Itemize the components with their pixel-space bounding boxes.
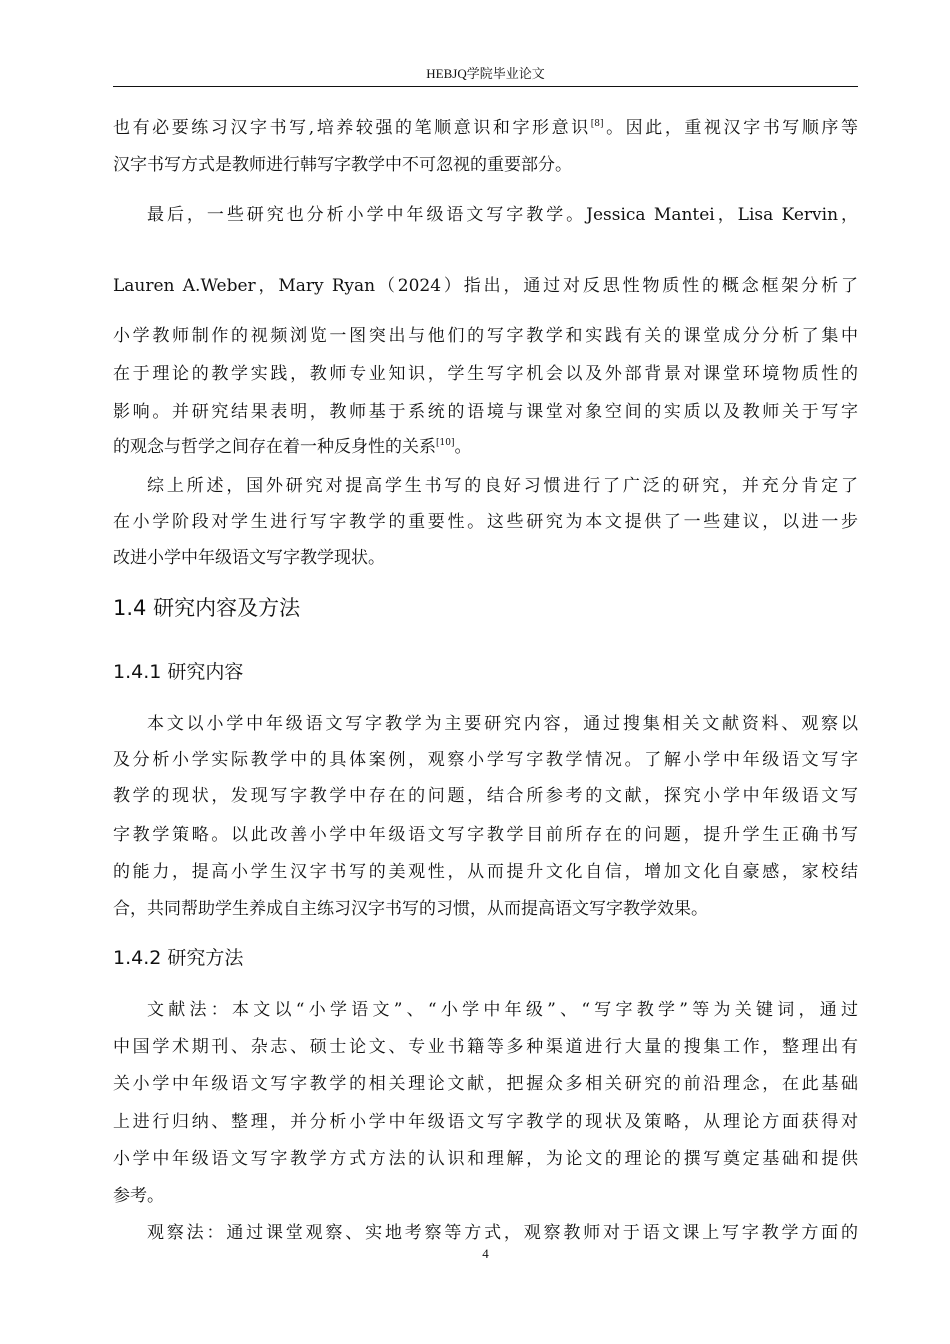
page-number: 4	[482, 1246, 489, 1261]
paragraph-line: 的观念与哲学之间存在着一种反身性的关系[10]。	[113, 437, 472, 457]
citation-ref: [8]	[590, 119, 604, 129]
header-rule	[113, 86, 858, 87]
paragraph-line: 上进行归纳、整理，并分析小学中年级语文写字教学的现状及策略，从理论方面获得对	[113, 1112, 858, 1132]
paragraph-line: 影响。并研究结果表明，教师基于系统的语境与课堂对象空间的实质以及教师关于写字	[113, 402, 858, 422]
paragraph-line: 及分析小学实际教学中的具体案例，观察小学写字教学情况。了解小学中年级语文写字	[113, 750, 858, 770]
paragraph-line: 文献法：本文以“小学语文”、“小学中年级”、“写字教学”等为关键词，通过	[147, 1000, 858, 1020]
paragraph-line: 综上所述，国外研究对提高学生书写的良好习惯进行了广泛的研究，并充分肯定了	[147, 476, 858, 496]
paragraph-line: 也有必要练习汉字书写,培养较强的笔顺意识和字形意识[8]。因此，重视汉字书写顺序等	[113, 118, 859, 138]
paragraph-line: 观察法：通过课堂观察、实地考察等方式，观察教师对于语文课上写字教学方面的	[147, 1223, 858, 1243]
paragraph-line: 小学中年级语文写字教学方式方法的认识和理解，为论文的理论的撰写奠定基础和提供	[113, 1149, 858, 1169]
paragraph-line: 本文以小学中年级语文写字教学为主要研究内容，通过搜集相关文献资料、观察以	[147, 714, 858, 734]
paragraph-line: 中国学术期刊、杂志、硕士论文、专业书籍等多种渠道进行大量的搜集工作，整理出有	[113, 1037, 858, 1057]
paragraph-line: Lauren A.Weber，Mary Ryan（2024）指出，通过对反思性物质性的概念框架分析了	[113, 276, 858, 296]
paragraph-line: 小学教师制作的视频浏览一图突出与他们的写字教学和实践有关的课堂成分分析了集中	[113, 326, 858, 346]
paragraph-line: 改进小学中年级语文写字教学现状。	[113, 548, 385, 568]
citation-ref: [10]	[436, 438, 455, 448]
paragraph-line: 最后，一些研究也分析小学中年级语文写字教学。Jessica Mantei，Lisa Kervin，	[147, 205, 858, 225]
subsection-heading: 1.4.1 研究内容	[113, 661, 244, 683]
paragraph-line: 关小学中年级语文写字教学的相关理论文献，把握众多相关研究的前沿理念，在此基础	[113, 1074, 858, 1094]
paragraph-line: 合，共同帮助学生养成自主练习汉字书写的习惯，从而提高语文写字教学效果。	[113, 899, 708, 919]
running-header: HEBJQ学院毕业论文	[426, 66, 545, 81]
paragraph-line: 字教学策略。以此改善小学中年级语文写字教学目前所存在的问题，提升学生正确书写	[113, 825, 858, 845]
paragraph-line: 的能力，提高小学生汉字书写的美观性，从而提升文化自信，增加文化自豪感，家校结	[113, 862, 858, 882]
section-heading: 1.4 研究内容及方法	[113, 596, 301, 620]
paragraph-line: 教学的现状，发现写字教学中存在的问题，结合所参考的文献，探究小学中年级语文写	[113, 786, 858, 806]
subsection-heading: 1.4.2 研究方法	[113, 947, 244, 969]
paragraph-line: 汉字书写方式是教师进行韩写字教学中不可忽视的重要部分。	[113, 155, 572, 175]
paragraph-line: 参考。	[113, 1186, 164, 1206]
paragraph-line: 在于理论的教学实践，教师专业知识，学生写字机会以及外部背景对课堂环境物质性的	[113, 364, 858, 384]
paragraph-line: 在小学阶段对学生进行写字教学的重要性。这些研究为本文提供了一些建议，以进一步	[113, 512, 858, 532]
